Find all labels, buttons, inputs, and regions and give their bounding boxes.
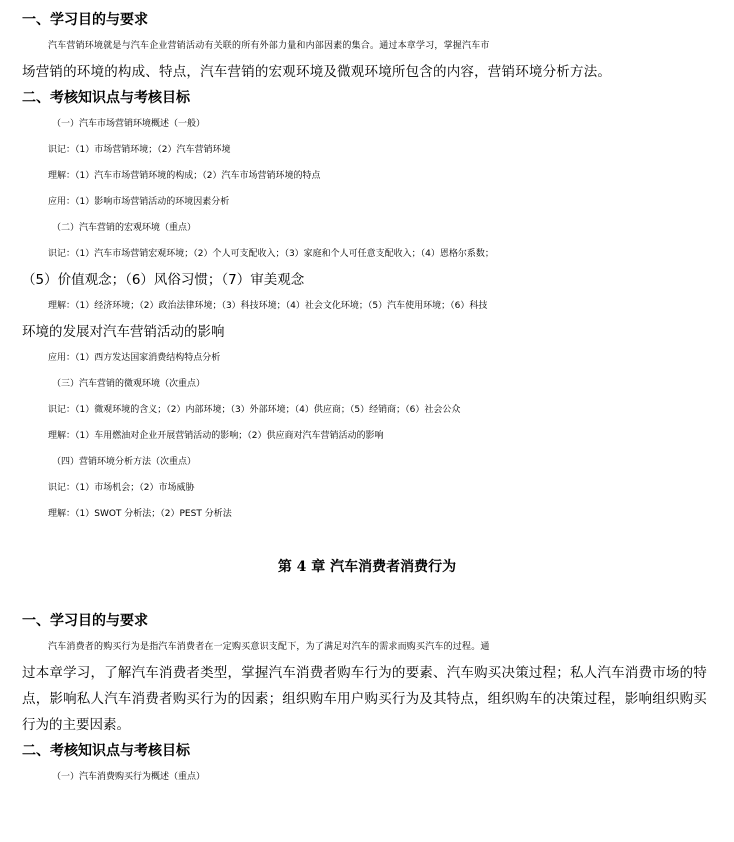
paragraph-line: 过本章学习，了解汽车消费者类型，掌握汽车消费者购车行为的要素、汽车购买决策过程；私人汽车消费市场的特 [22,665,707,681]
paragraph-line: 汽车营销环境就是与汽车企业营销活动有关联的所有外部力量和内部因素的集合。通过本章学习，掌握汽车市 [48,41,490,51]
chapter-title: 第 4 章 汽车消费者消费行为 [277,559,457,575]
list-item: 应用：（1）西方发达国家消费结构特点分析 [48,353,221,363]
list-item: 识记：（1）市场营销环境；（2）汽车营销环境 [48,145,231,155]
subsection-heading: （二）汽车营销的宏观环境（重点） [52,223,197,233]
subsection-heading: （四）营销环境分析方法（次重点） [52,457,197,467]
list-item: 理解：（1）车用燃油对企业开展营销活动的影响；（2）供应商对汽车营销活动的影响 [48,431,384,441]
section-heading: 一、学习目的与要求 [22,613,148,629]
subsection-heading: （一）汽车市场营销环境概述（一般） [52,119,206,129]
section-heading: 二、考核知识点与考核目标 [22,743,190,759]
list-item: （5）价值观念；（6）风俗习惯；（7）审美观念 [22,272,305,288]
list-item: 理解：（1）汽车市场营销环境的构成；（2）汽车市场营销环境的特点 [48,171,321,181]
paragraph-line: 汽车消费者的购买行为是指汽车消费者在一定购买意识支配下，为了满足对汽车的需求而购买汽车的过程。通 [48,642,490,652]
subsection-heading: （一）汽车消费购买行为概述（重点） [52,772,206,782]
paragraph-line: 场营销的环境的构成、特点，汽车营销的宏观环境及微观环境所包含的内容，营销环境分析方法。 [22,64,612,80]
paragraph-line: 点，影响私人汽车消费者购买行为的因素；组织购车用户购买行为及其特点，组织购车的决策过程，影响组织购买 [22,691,707,707]
section-heading: 二、考核知识点与考核目标 [22,90,190,106]
section-heading: 一、学习目的与要求 [22,12,148,28]
paragraph-line: 行为的主要因素。 [22,717,130,733]
list-item: 识记：（1）微观环境的含义；（2）内部环境；（3）外部环境；（4）供应商；（5）经销商；（6）社会公众 [48,405,461,415]
list-item: 理解：（1）SWOT 分析法；（2）PEST 分析法 [48,509,232,519]
list-item: 理解：（1）经济环境；（2）政治法律环境；（3）科技环境；（4）社会文化环境；（5）汽车使用环境；（6）科技 [48,301,488,311]
list-item: 应用：（1）影响市场营销活动的环境因素分析 [48,197,230,207]
subsection-heading: （三）汽车营销的微观环境（次重点） [52,379,206,389]
list-item: 识记：（1）汽车市场营销宏观环境；（2）个人可支配收入；（3）家庭和个人可任意支配收入；（4）恩格尔系数； [48,249,494,259]
list-item: 识记：（1）市场机会；（2）市场威胁 [48,483,195,493]
list-item: 环境的发展对汽车营销活动的影响 [22,324,225,340]
